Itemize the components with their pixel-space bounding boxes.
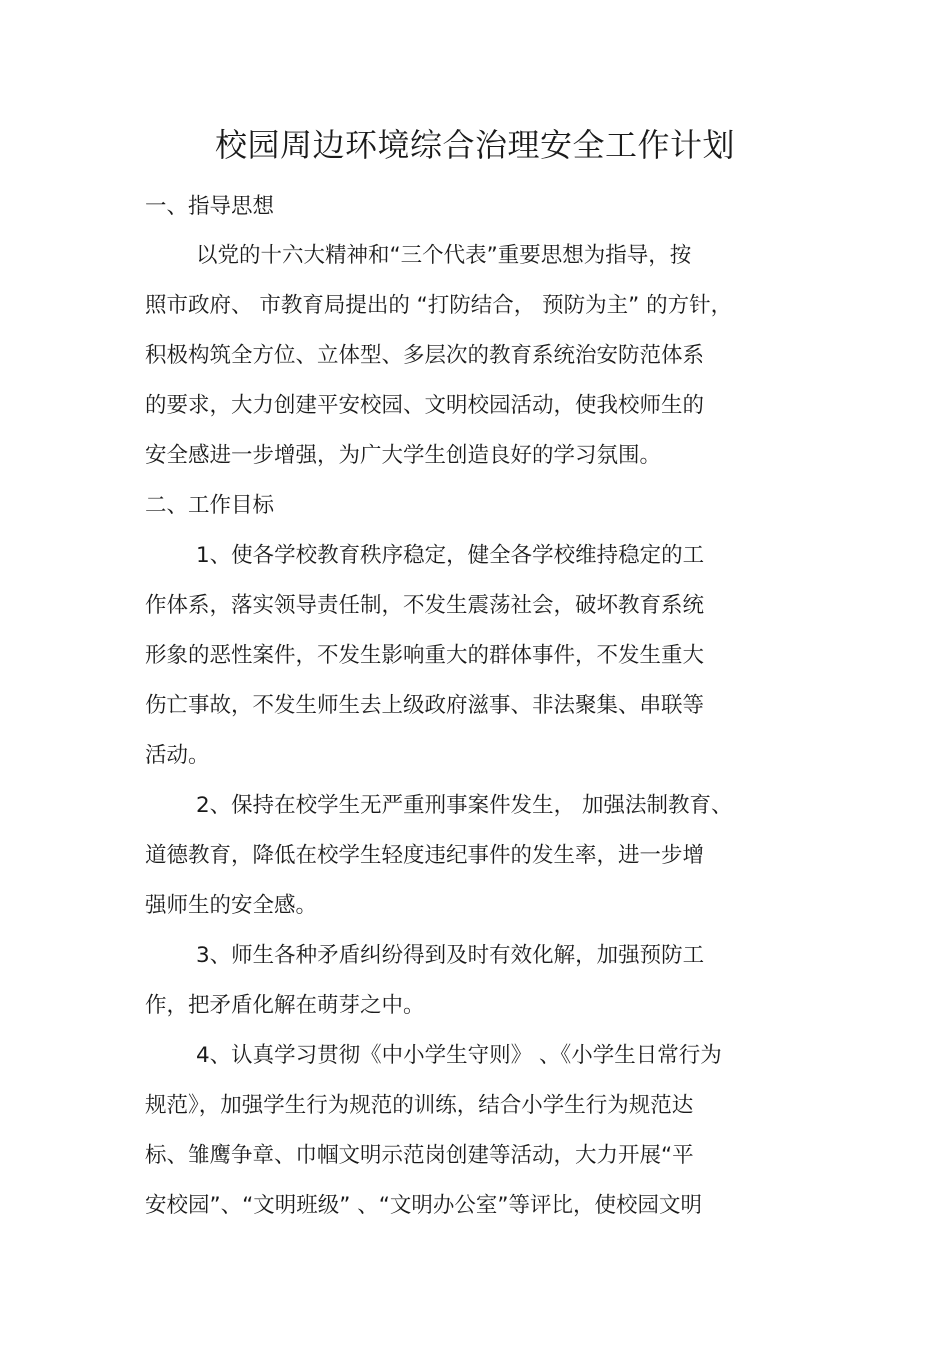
paragraph-line: 安全感进一步增强，为广大学生创造良好的学习氛围。 [145, 443, 662, 468]
document-title: 校园周边环境综合治理安全工作计划 [214, 126, 735, 164]
paragraph-line: 活动。 [145, 743, 210, 768]
paragraph-line: 积极构筑全方位、立体型、多层次的教育系统治安防范体系 [145, 343, 705, 368]
paragraph-line: 标、雏鹰争章、巾帼文明示范岗创建等活动，大力开展“平 [145, 1143, 694, 1168]
paragraph-line: 强师生的安全感。 [145, 893, 318, 918]
section-heading-work-goals: 二、工作目标 [145, 493, 275, 518]
paragraph-line: 3、师生各种矛盾纠纷得到及时有效化解，加强预防工 [196, 943, 705, 968]
paragraph-line: 1、使各学校教育秩序稳定，健全各学校维持稳定的工 [196, 543, 705, 568]
paragraph-line: 规范》，加强学生行为规范的训练，结合小学生行为规范达 [145, 1093, 694, 1118]
paragraph-line: 安校园”、“文明班级” 、“文明办公室”等评比，使校园文明 [145, 1193, 703, 1218]
paragraph-line: 作，把矛盾化解在萌芽之中。 [145, 993, 425, 1018]
paragraph-line: 以党的十六大精神和“三个代表”重要思想为指导，按 [196, 243, 692, 268]
paragraph-line: 2、保持在校学生无严重刑事案件发生， 加强法制教育、 [196, 793, 733, 818]
paragraph-line: 形象的恶性案件，不发生影响重大的群体事件，不发生重大 [145, 643, 705, 668]
paragraph-line: 作体系，落实领导责任制，不发生震荡社会，破坏教育系统 [145, 593, 705, 618]
paragraph-line: 道德教育，降低在校学生轻度违纪事件的发生率，进一步增 [145, 843, 705, 868]
paragraph-line: 伤亡事故，不发生师生去上级政府滋事、非法聚集、串联等 [145, 693, 705, 718]
paragraph-line: 照市政府、 市教育局提出的 “打防结合， 预防为主” 的方针， [145, 293, 733, 318]
section-heading-guiding-ideology: 一、指导思想 [145, 194, 275, 219]
paragraph-line: 的要求，大力创建平安校园、文明校园活动，使我校师生的 [145, 393, 705, 418]
paragraph-line: 4、认真学习贯彻《中小学生守则》 、《小学生日常行为 [196, 1043, 722, 1068]
